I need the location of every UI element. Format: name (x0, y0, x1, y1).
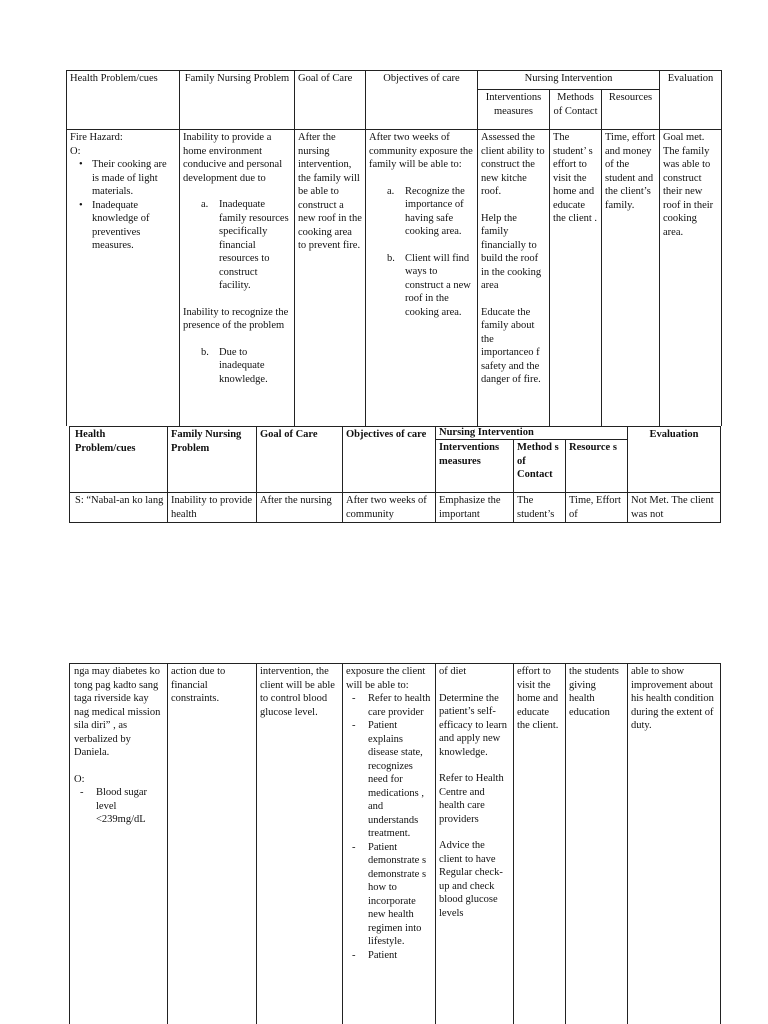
cue-title: Fire Hazard: (70, 132, 123, 143)
header-objectives: Objectives of care (346, 429, 427, 440)
cell-methods: The student’ s effort to visit the home and educate the client . (553, 132, 598, 224)
header-family-problem: Family Nursing Problem (171, 429, 242, 454)
list-item: - Blood sugar level <239mg/dL (74, 786, 164, 827)
header-nursing-intervention: Nursing Intervention (439, 427, 534, 438)
cell-objectives: After two weeks of community (346, 495, 427, 520)
list-item: - Patient demonstrate s demonstrate s how to incorporate new health regimen into lifestyle. (346, 841, 432, 949)
cell-resources: Time, Effort of (569, 495, 621, 520)
cell-health-problem (70, 664, 167, 1024)
objectives-intro: exposure the client will be able to: (346, 666, 426, 691)
list-item: b. Client will find ways to construct a new roof in the cooking area. (387, 252, 471, 318)
objectives-intro: After two weeks of community exposure the family will be able to: (369, 132, 473, 170)
cell-methods: effort to visit the home and educate the client. (517, 666, 559, 731)
family-problem-text: Inability to recognize the presence of the problem (183, 306, 289, 331)
cell-interventions: Emphasize the important (439, 495, 501, 520)
cell-interventions: of diet Determine the patient’s self-efficacy to learn and apply new knowledge. Refer to Health Centre and health care providers Advice the client to have Regular check-up and check blood glucose levels (439, 666, 508, 919)
header-goal: Goal of Care (298, 73, 353, 84)
cell-goal: After the nursing (260, 495, 332, 506)
cell-family-problem: action due to financial constraints. (171, 666, 226, 704)
cell-family-problem: Inability to provide health (171, 495, 253, 520)
cell-family-problem (180, 130, 294, 425)
header-evaluation: Evaluation (649, 429, 699, 440)
cell-health-problem: S: “Nabal-an ko lang (75, 495, 164, 506)
cell-objectives (343, 664, 435, 1024)
list-item: - Patient (346, 949, 432, 963)
header-nursing-intervention: Nursing Intervention (524, 73, 613, 84)
cue-list (74, 786, 164, 827)
cell-methods: The student’s (517, 495, 555, 520)
list-item: a. Inadequate family resources specifically financial resources to construct facility. (201, 199, 289, 291)
cell-resources: the students giving health education (569, 666, 619, 718)
cell-interventions: Assessed the client ability to construct the new kitche roof. Help the family financially to build the roof in the cooking area Educate the family about the importanceo f safety and the danger of fire. (481, 132, 545, 385)
cue-list (70, 158, 176, 253)
header-health-problem: Health Problem/cues (75, 429, 136, 454)
header-resources: Resources (608, 92, 653, 103)
header-objectives: Objectives of care (383, 73, 460, 84)
objectives-list (346, 692, 432, 962)
cell-health-problem (67, 130, 179, 425)
family-problem-text: Inability to provide a home environment conducive and personal development due to (183, 132, 283, 184)
cue-objective-label: O: (70, 145, 81, 157)
list-item: a. Recognize the importance of having safe cooking area. (387, 185, 465, 237)
cue-verbal-text: nga may diabetes ko tong pag kadto sang taga riverside kay nag medical mission sila diri” , as verbalized by Daniela. (74, 666, 161, 758)
header-evaluation: Evaluation (667, 73, 714, 84)
cell-evaluation: Not Met. The client was not (631, 495, 714, 520)
list-item: - Refer to health care provider (346, 692, 432, 719)
cell-objectives (366, 130, 477, 425)
header-methods-of-contact: Method s of Contact (517, 442, 559, 480)
header-health-problem: Health Problem/cues (70, 73, 158, 84)
cell-evaluation: Goal met. The family was able to construct their new roof in their cooking area. (663, 132, 714, 238)
header-family-problem: Family Nursing Problem (184, 73, 290, 84)
list-item: • Their cooking are is made of light materials. (70, 158, 176, 199)
header-resources: Resource s (569, 442, 617, 453)
cell-resources: Time, effort and money of the student and the client’s family. (605, 132, 656, 211)
cue-objective-label: O: (74, 773, 85, 785)
header-interventions-measures: Interventions measures (439, 442, 500, 467)
list-item: • Inadequate knowledge of preventives measures. (70, 199, 176, 253)
cell-goal: After the nursing intervention, the family will be able to construct a new roof in the cooking area to prevent fire. (298, 132, 362, 251)
header-methods-of-contact: Methods of Contact (553, 92, 598, 117)
cell-evaluation: able to show improvement about his health condition during the extent of duty. (631, 666, 714, 731)
cell-goal: intervention, the client will be able to control blood glucose level. (260, 666, 335, 718)
list-item: - Patient explains disease state, recognizes need for medications , and understands treatment. (346, 719, 432, 841)
header-goal: Goal of Care (260, 429, 318, 440)
header-interventions-measures: Interventions measures (485, 92, 542, 117)
list-item: b. Due to inadequate knowledge. (201, 346, 268, 385)
